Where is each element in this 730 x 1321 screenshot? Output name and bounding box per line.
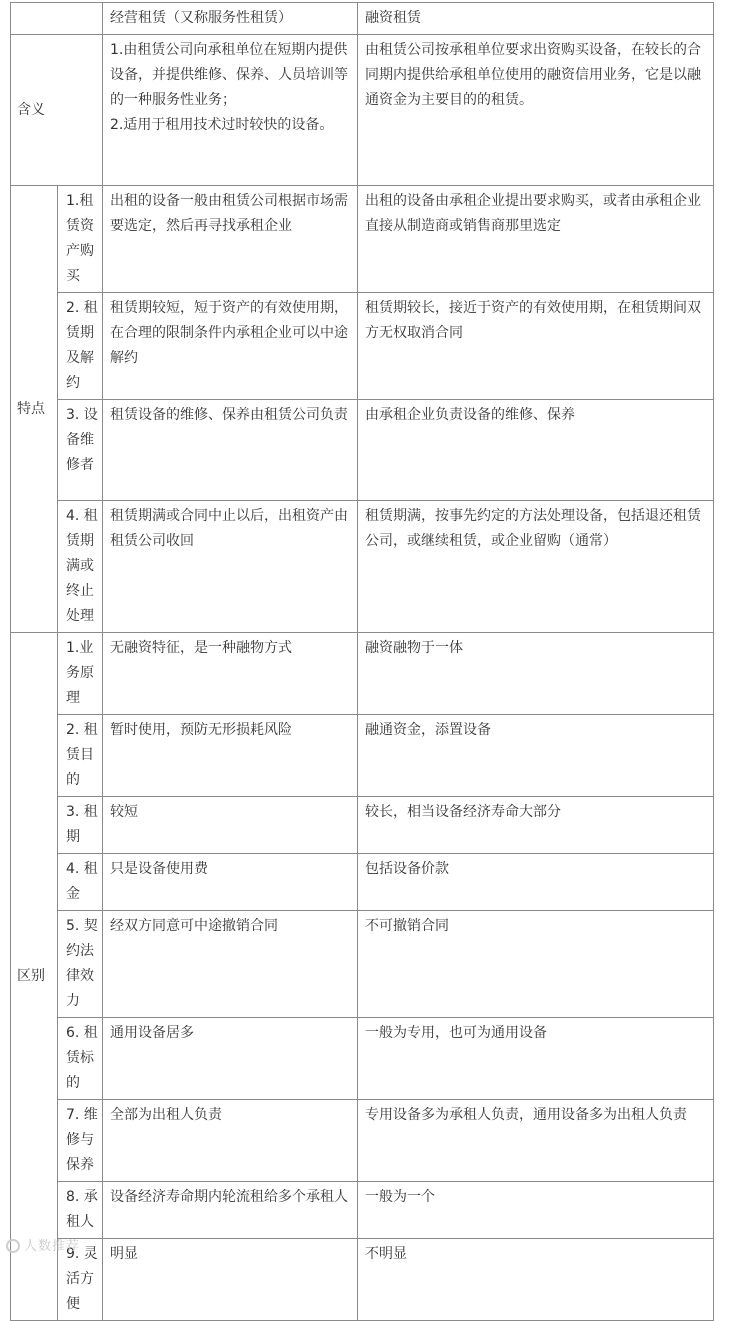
- difference-operating: 只是设备使用费: [103, 854, 358, 911]
- table-row: [11, 1100, 714, 1182]
- difference-finance: 一般为专用，也可为通用设备: [358, 1018, 714, 1100]
- meaning-row: [11, 35, 714, 186]
- feature-label: 2. 租赁期及解约: [58, 293, 103, 400]
- differences-label: 区别: [11, 633, 58, 1321]
- table-row: [11, 715, 714, 797]
- feature-operating: 租赁期较短，短于资产的有效使用期，在合理的限制条件内承租企业可以中途解约: [103, 293, 358, 400]
- feature-finance: 租赁期较长，接近于资产的有效使用期，在租赁期间双方无权取消合同: [358, 293, 714, 400]
- feature-finance: 出租的设备由承租企业提出要求购买，或者由承租企业直接从制造商或销售商那里选定: [358, 186, 714, 293]
- features-label: 特点: [11, 186, 58, 633]
- difference-finance: 融通资金，添置设备: [358, 715, 714, 797]
- header-finance-lease: 融资租赁: [358, 3, 714, 35]
- difference-label: 1.业务原理: [58, 633, 103, 715]
- difference-operating: 明显: [103, 1239, 358, 1321]
- leasing-comparison-table: [10, 2, 714, 1321]
- difference-label: 5. 契约法律效力: [58, 911, 103, 1018]
- difference-operating: 全部为出租人负责: [103, 1100, 358, 1182]
- difference-label: 7. 维修与保养: [58, 1100, 103, 1182]
- difference-operating: 通用设备居多: [103, 1018, 358, 1100]
- table-row: [11, 1239, 714, 1321]
- difference-finance: 融资融物于一体: [358, 633, 714, 715]
- table-row: [11, 797, 714, 854]
- difference-finance: 较长，相当设备经济寿命大部分: [358, 797, 714, 854]
- difference-label: 9. 灵活方便: [58, 1239, 103, 1321]
- table-row: [11, 501, 714, 633]
- table-row: [11, 400, 714, 501]
- meaning-label: 含义: [11, 35, 103, 186]
- table-row: [11, 1182, 714, 1239]
- difference-finance: 不明显: [358, 1239, 714, 1321]
- difference-finance: 专用设备多为承租人负责，通用设备多为出租人负责: [358, 1100, 714, 1182]
- table-row: [11, 186, 714, 293]
- difference-operating: 无融资特征，是一种融物方式: [103, 633, 358, 715]
- watermark-logo-icon: [6, 1239, 20, 1253]
- difference-operating: 暂时使用，预防无形损耗风险: [103, 715, 358, 797]
- meaning-operating: 1.由租赁公司向承租单位在短期内提供设备，并提供维修、保养、人员培训等的一种服务性业务； 2.适用于租用技术过时较快的设备。: [103, 35, 358, 186]
- header-corner: [11, 3, 103, 35]
- table-row: [11, 293, 714, 400]
- table-row: [11, 911, 714, 1018]
- feature-operating: 出租的设备一般由租赁公司根据市场需要选定，然后再寻找承租企业: [103, 186, 358, 293]
- feature-label: 4. 租赁期满或终止处理: [58, 501, 103, 633]
- difference-operating: 经双方同意可中途撤销合同: [103, 911, 358, 1018]
- feature-operating: 租赁期满或合同中止以后，出租资产由租赁公司收回: [103, 501, 358, 633]
- difference-finance: 包括设备价款: [358, 854, 714, 911]
- difference-operating: 设备经济寿命期内轮流租给多个承租人: [103, 1182, 358, 1239]
- difference-label: 3. 租期: [58, 797, 103, 854]
- table-row: [11, 633, 714, 715]
- difference-label: 8. 承租人: [58, 1182, 103, 1239]
- table-row: [11, 854, 714, 911]
- feature-finance: 租赁期满，按事先约定的方法处理设备，包括退还租赁公司，或继续租赁，或企业留购（通常）: [358, 501, 714, 633]
- feature-label: 3. 设备维修者: [58, 400, 103, 501]
- difference-finance: 不可撤销合同: [358, 911, 714, 1018]
- difference-label: 4. 租金: [58, 854, 103, 911]
- header-row: [11, 3, 714, 35]
- difference-label: 6. 租赁标的: [58, 1018, 103, 1100]
- watermark: [6, 1235, 80, 1254]
- feature-operating: 租赁设备的维修、保养由租赁公司负责: [103, 400, 358, 501]
- feature-label: 1.租赁资产购买: [58, 186, 103, 293]
- difference-operating: 较短: [103, 797, 358, 854]
- meaning-finance: 由租赁公司按承租单位要求出资购买设备，在较长的合同期内提供给承租单位使用的融资信用业务，它是以融通资金为主要目的的租赁。: [358, 35, 714, 186]
- difference-finance: 一般为一个: [358, 1182, 714, 1239]
- watermark-text: 人数推荐: [24, 1239, 81, 1254]
- table-row: [11, 1018, 714, 1100]
- feature-finance: 由承租企业负责设备的维修、保养: [358, 400, 714, 501]
- difference-label: 2. 租赁目的: [58, 715, 103, 797]
- header-operating-lease: 经营租赁（又称服务性租赁）: [103, 3, 358, 35]
